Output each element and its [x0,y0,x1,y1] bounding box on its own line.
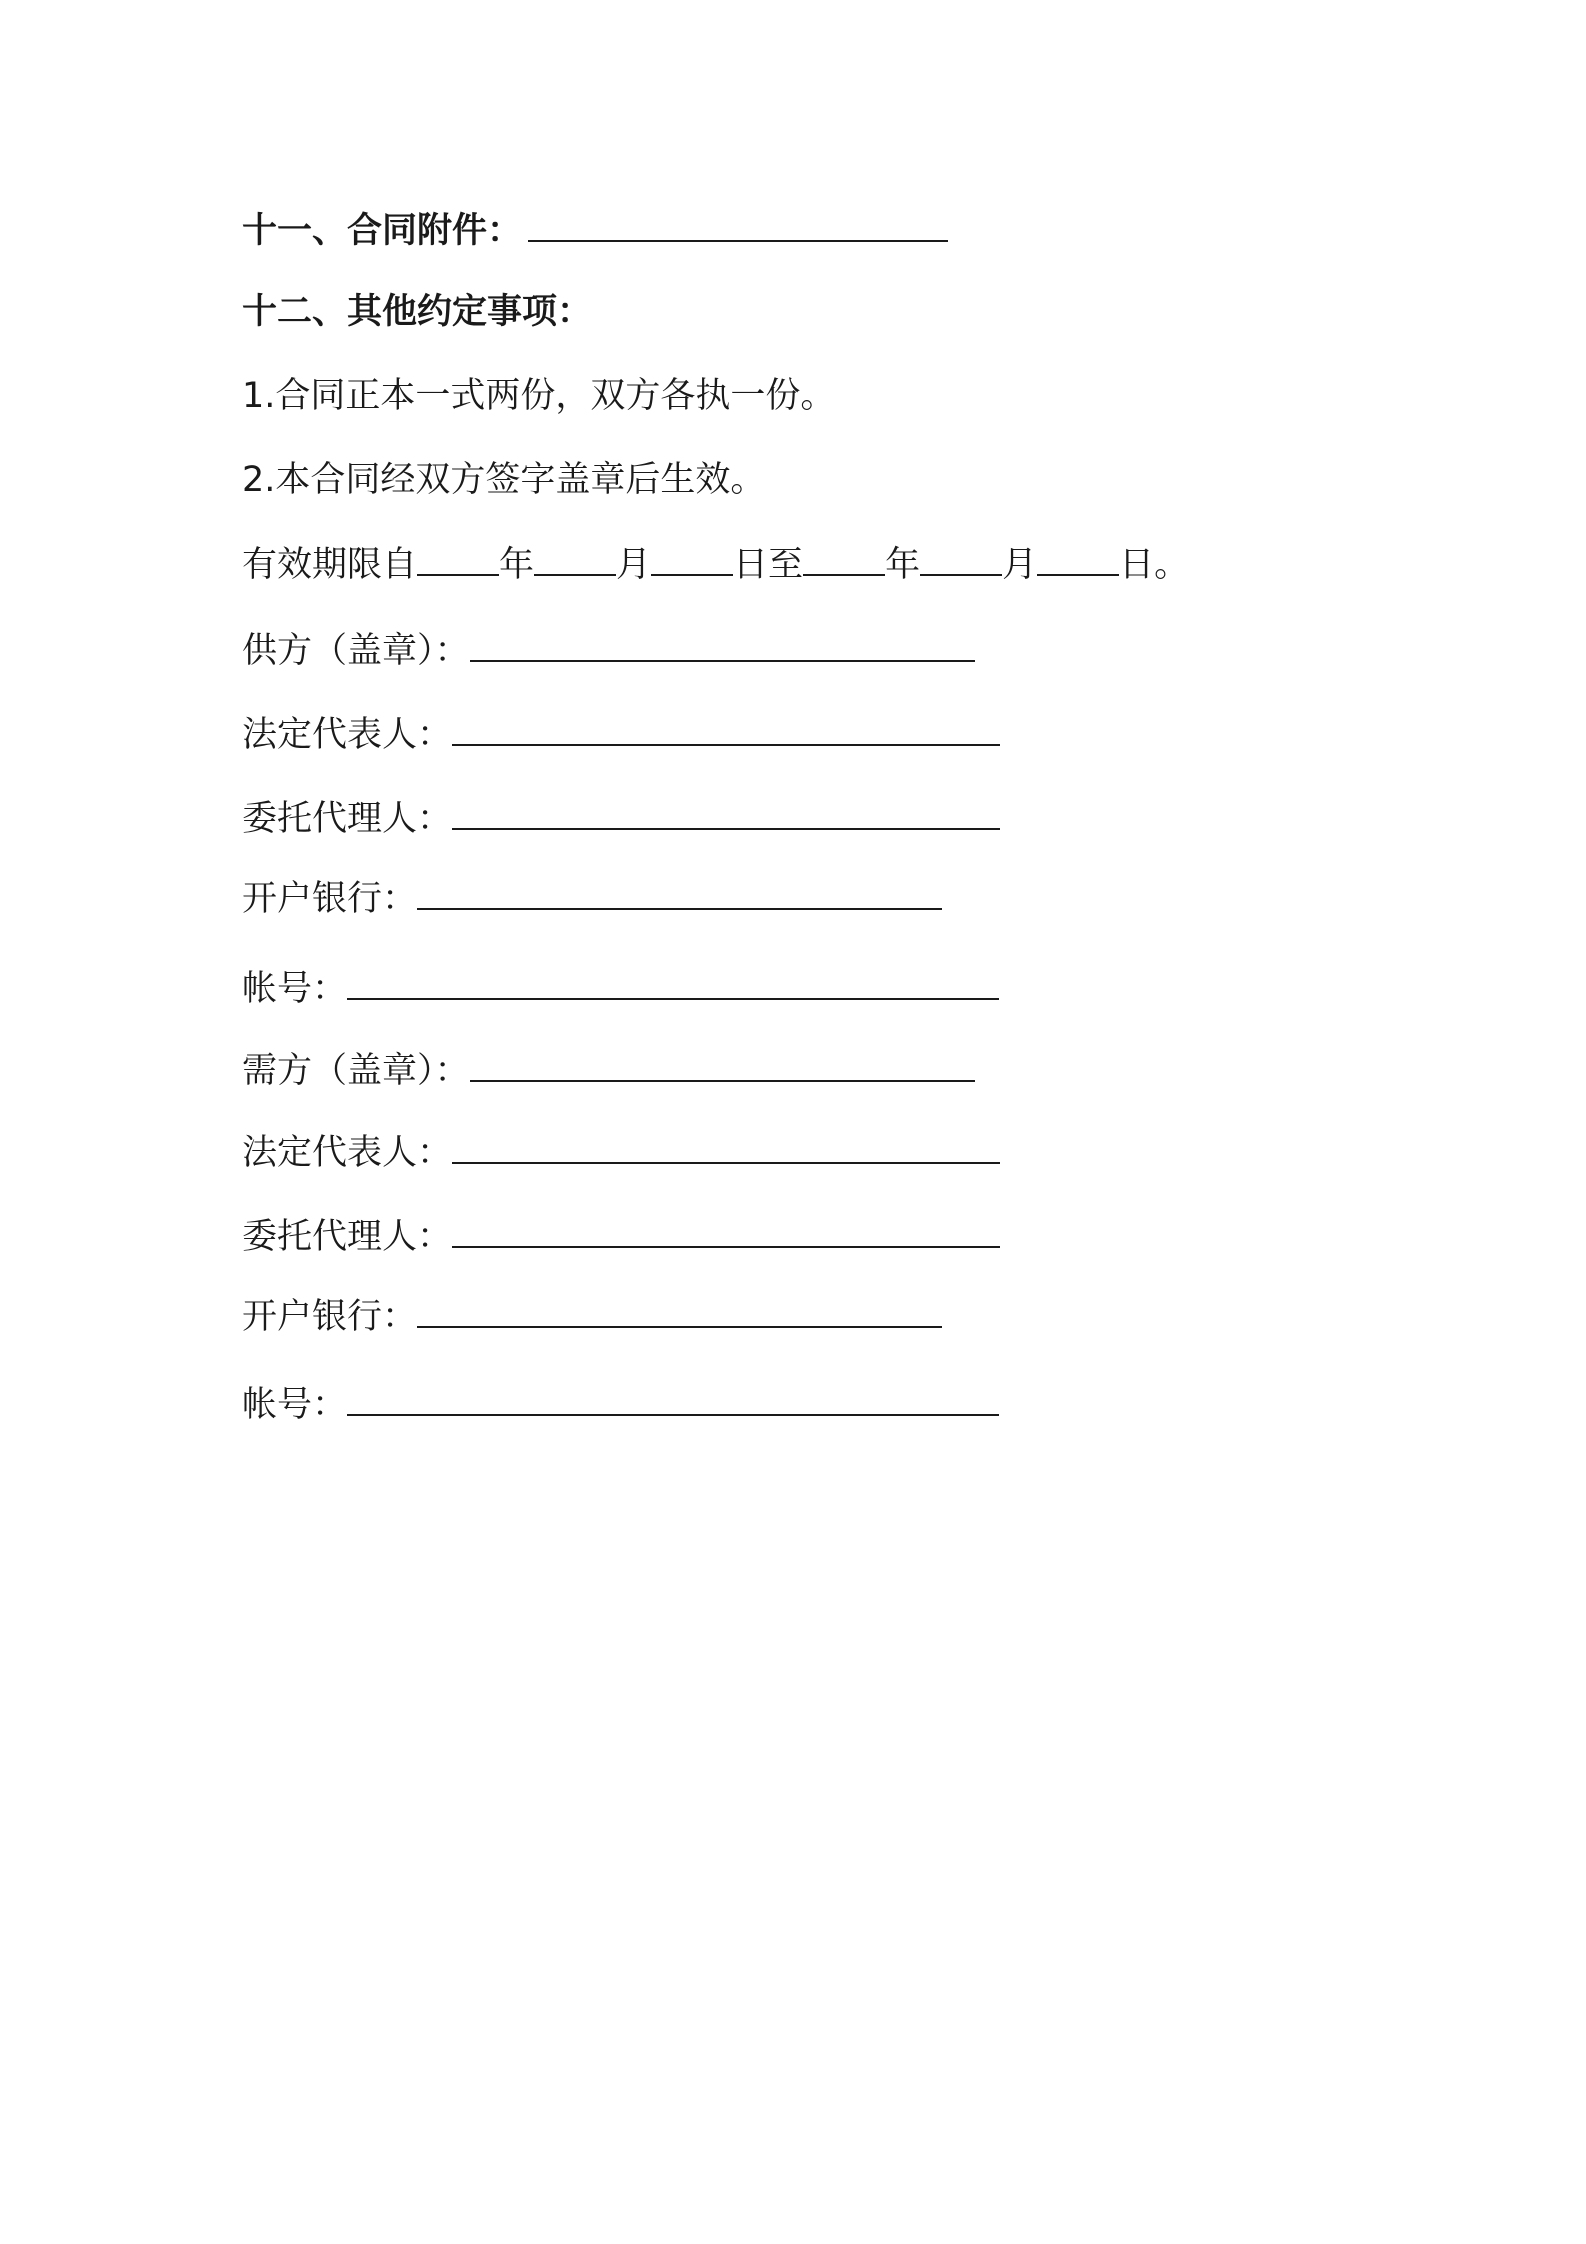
supplier-bank [242,876,942,921]
supplier-account-label: 帐号： [242,969,348,1009]
term-item-2-text: 2.本合同经双方签字盖章后生效。 [242,460,766,500]
clause-other-terms [242,290,592,334]
validity-year-2: 年 [885,545,921,585]
term-item-1-text: 1.合同正本一式两份，双方各执一份。 [242,376,836,416]
supplier-account [242,966,999,1011]
buyer-bank-blank[interactable] [417,1294,942,1328]
supplier-agent-label: 委托代理人： [242,799,453,839]
buyer-agent-blank[interactable] [452,1214,1000,1248]
validity-year-1: 年 [499,545,535,585]
buyer-account-label: 帐号： [242,1385,348,1425]
term-item-2 [242,458,765,502]
validity-day-to: 日至 [733,545,804,585]
supplier-seal-label: 供方（盖章）： [242,631,470,671]
validity-end-month-blank[interactable] [920,542,1002,576]
buyer-account [242,1382,999,1427]
buyer-bank-label: 开户银行： [242,1297,418,1337]
supplier-agent-blank[interactable] [452,796,1000,830]
clause-attachments-label: 十一、合同附件： [242,211,523,251]
supplier-agent [242,796,1000,841]
buyer-seal [242,1048,975,1093]
supplier-seal [242,628,975,673]
supplier-seal-blank[interactable] [470,628,975,662]
supplier-legal-rep-label: 法定代表人： [242,715,453,755]
supplier-bank-label: 开户银行： [242,879,418,919]
buyer-agent [242,1214,1000,1259]
clause-attachments [242,208,948,253]
validity-month-2: 月 [1002,545,1038,585]
buyer-legal-rep-blank[interactable] [452,1130,1000,1164]
supplier-legal-rep [242,712,1000,757]
attachments-blank[interactable] [528,208,948,242]
validity-period [242,542,1189,587]
term-item-1 [242,374,835,418]
supplier-bank-blank[interactable] [417,876,942,910]
buyer-agent-label: 委托代理人： [242,1217,453,1257]
validity-end-year-blank[interactable] [803,542,885,576]
buyer-account-blank[interactable] [347,1382,999,1416]
buyer-legal-rep [242,1130,1000,1175]
buyer-bank [242,1294,942,1339]
validity-end-day-blank[interactable] [1037,542,1119,576]
clause-other-terms-label: 十二、其他约定事项： [242,292,593,332]
buyer-legal-rep-label: 法定代表人： [242,1133,453,1173]
supplier-legal-rep-blank[interactable] [452,712,1000,746]
validity-start-year-blank[interactable] [417,542,499,576]
buyer-seal-label: 需方（盖章）： [242,1051,470,1091]
validity-month-1: 月 [616,545,652,585]
validity-day-end: 日。 [1119,545,1190,585]
validity-start-day-blank[interactable] [651,542,733,576]
supplier-account-blank[interactable] [347,966,999,1000]
buyer-seal-blank[interactable] [470,1048,975,1082]
validity-prefix: 有效期限自 [242,545,418,585]
validity-start-month-blank[interactable] [534,542,616,576]
